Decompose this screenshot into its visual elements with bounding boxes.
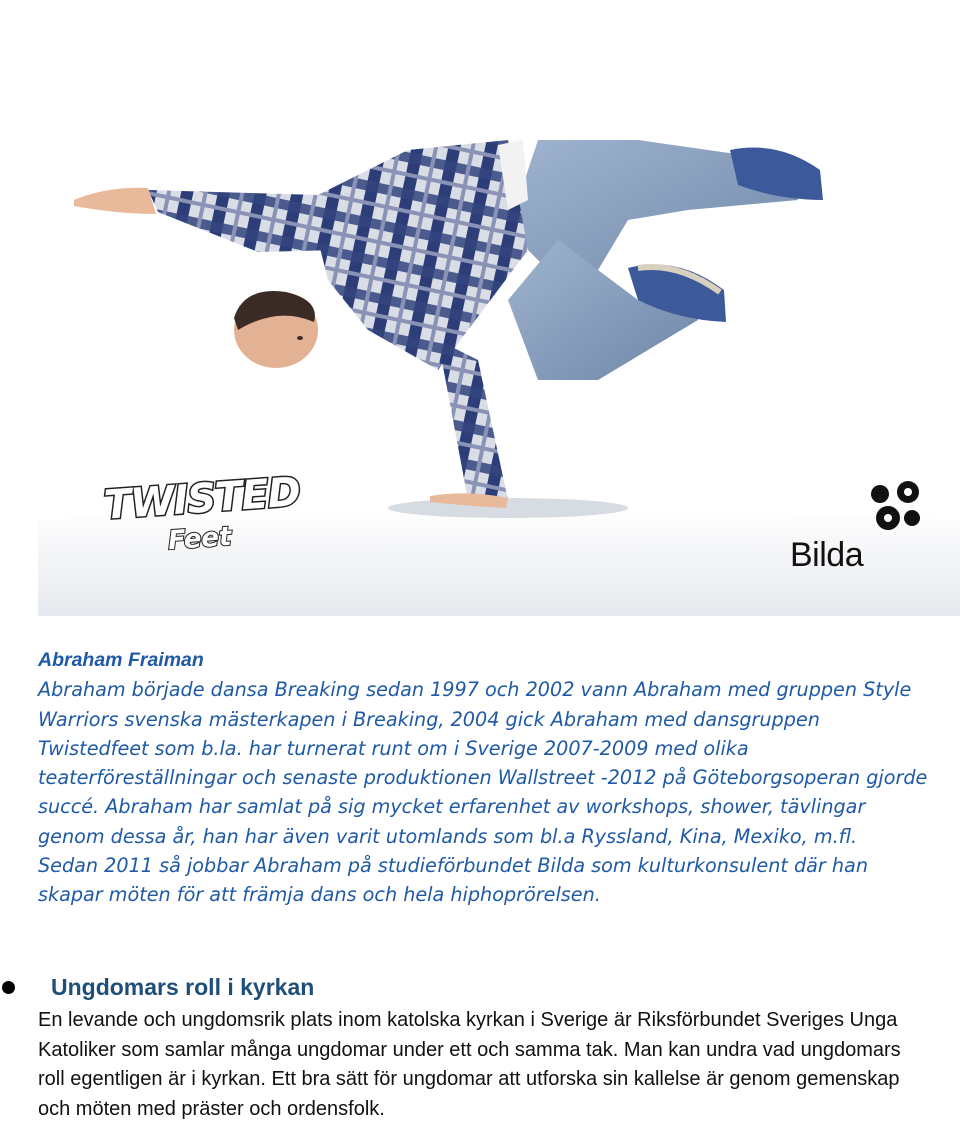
dancer-photo	[38, 0, 960, 616]
bilda-logo	[790, 478, 930, 572]
bio-name: Abraham Fraiman	[38, 649, 204, 671]
section-heading-row	[0, 970, 930, 1004]
section-body: En levande och ungdomsrik plats inom katolska kyrkan i Sverige är Riksförbundet Sveriges Unga Katoliker som samlar många ungdomar under ett och samma tak. Man kan undra vad ungdomars roll egentligen är i kyrkan. Ett bra sätt för ungdomar att utforska sin kallelse är genom gemenskap och möten med präster och ordensfolk.	[38, 1009, 901, 1120]
bio-section	[38, 646, 928, 910]
bio-paragraph-2: Sedan 2011 så jobbar Abraham på studieförbundet Bilda som kulturkonsulent där han skapar möten för att främja dans och hela hiphoprörelsen.	[38, 854, 868, 907]
bio-paragraph-1: Abraham började dansa Breaking sedan 1997 och 2002 vann Abraham med gruppen Style Warriors svenska mästerkapen i Breaking, 2004 gick Abraham med dansgruppen Twistedfeet som b.la. har turnerat runt om i Sverige 2007-2009 med olika teaterföreställningar och senaste produktionen Wallstreet -2012 på Göteborgsoperan gjorde succé. Abraham har samlat på sig mycket erfarenhet av workshops, shower, tävlingar genom dessa år, han har även varit utomlands som bl.a Ryssland, Kina, Mexiko, m.fl.	[38, 678, 928, 848]
twisted-logo-word: TWISTED	[102, 469, 302, 529]
feet-logo-word: Feet	[167, 521, 233, 557]
twisted-feet-logo	[102, 466, 302, 570]
bilda-logo-mark	[860, 478, 930, 538]
bilda-logo-word: Bilda	[790, 536, 864, 574]
section-heading: Ungdomars roll i kyrkan	[51, 973, 315, 1000]
bullet-icon	[2, 981, 15, 994]
youth-section	[0, 970, 930, 1124]
